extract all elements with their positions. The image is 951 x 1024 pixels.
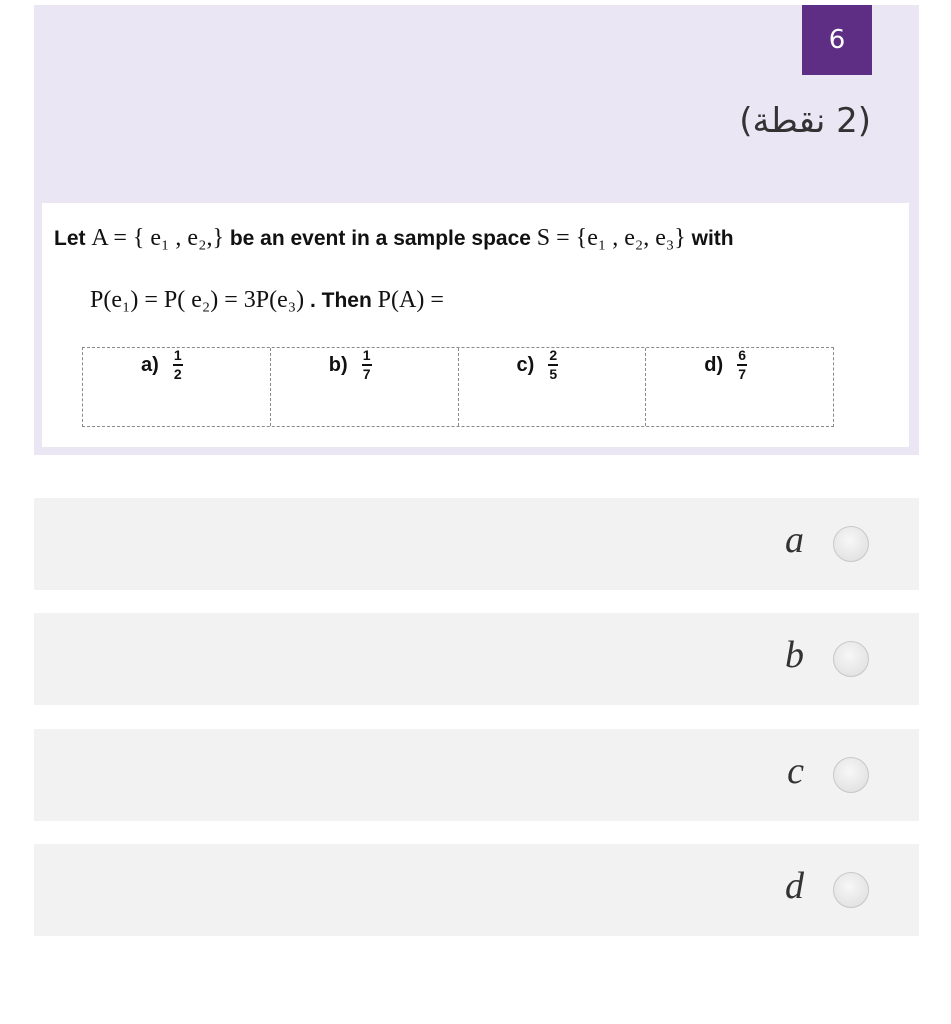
answer-label: c [787,750,804,792]
question-card [34,5,919,455]
answer-label: d [785,865,804,907]
choice-cell-a [83,348,270,426]
text-with: with [691,227,734,250]
choice-fraction [362,348,372,382]
math-set-a: A = { e₁ , e₂,} [91,225,224,251]
math-probability-equation: P(e₁) = P( e₂) = 3P(e₃) [90,287,305,313]
choice-cell-d [645,348,833,426]
math-set-s: S = {e₁ , e₂, e₃} [536,225,686,251]
text-event-sample-space: be an event in a sample space [229,227,531,250]
answer-option-b[interactable] [34,613,919,705]
fraction-denominator: 7 [738,366,747,382]
fraction-numerator: 1 [362,347,371,363]
choice-letter: d) [704,353,724,376]
fraction-numerator: 2 [549,347,558,363]
choice-fraction [548,348,558,382]
answer-label: a [785,519,804,561]
choice-letter: a) [141,353,159,376]
choice-cell-c [458,348,646,426]
answer-option-d[interactable] [34,844,919,936]
question-line-2 [90,287,444,314]
math-p-of-a: P(A) = [377,287,444,313]
choice-cell-b [270,348,458,426]
answer-option-c[interactable] [34,729,919,821]
choices-table [82,347,834,427]
text-then: . Then [309,289,372,312]
choice-letter: b) [328,353,348,376]
choice-letter: c) [516,353,535,376]
text-let: Let [54,227,86,250]
choice-fraction [737,348,747,382]
radio-button[interactable] [833,872,869,908]
fraction-denominator: 5 [549,366,558,382]
fraction-denominator: 7 [362,366,371,382]
question-image [42,203,909,447]
choice-fraction [173,348,183,382]
question-line-1 [54,225,734,252]
fraction-denominator: 2 [173,366,182,382]
radio-button[interactable] [833,757,869,793]
answer-label: b [785,634,804,676]
question-number-badge: 6 [802,5,872,75]
fraction-numerator: 6 [738,347,747,363]
fraction-numerator: 1 [173,347,182,363]
answer-option-a[interactable] [34,498,919,590]
radio-button[interactable] [833,526,869,562]
radio-button[interactable] [833,641,869,677]
question-points: (2 نقطة) [739,101,871,141]
